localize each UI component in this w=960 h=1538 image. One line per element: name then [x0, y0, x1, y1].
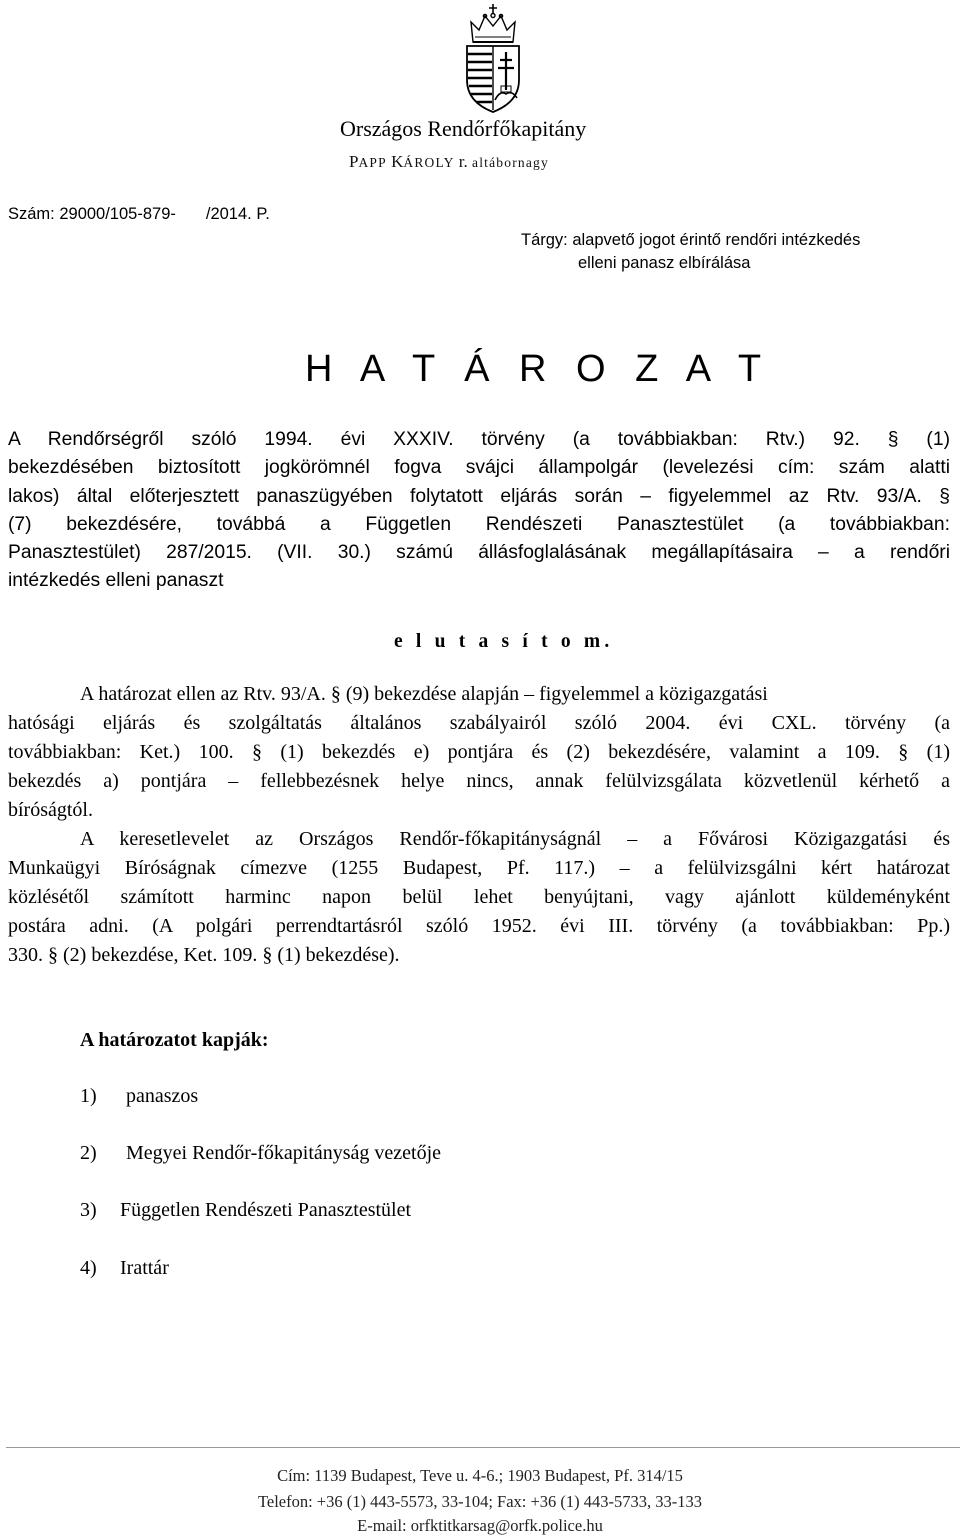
reasoning-line: bekezdés a) pontjára – fellebbezésnek helye nincs, annak felülvizsgálata közvetlenül kérhető a: [8, 770, 950, 792]
recipient-item: [80, 1199, 411, 1222]
rank-abbr: r.: [458, 152, 468, 171]
name-initial-k: K: [391, 152, 404, 171]
case-number-right: /2014. P.: [205, 205, 270, 223]
reasoning-paragraph: [8, 680, 950, 970]
recipient-number: 1): [80, 1085, 97, 1107]
decision-line: intézkedés elleni panaszt: [8, 570, 224, 592]
reasoning-line: postára adni. (A polgári perrendtartásról szóló 1952. évi III. törvény (a továbbiakban: Pp.): [8, 915, 950, 937]
reasoning-line: hatósági eljárás és szolgáltatás általános szabályairól szóló 2004. évi CXL. törvény (a: [8, 712, 950, 734]
verdict: e l u t a s í t o m.: [394, 631, 614, 652]
recipients-title: A határozatot kapják:: [80, 1029, 269, 1051]
issuer-title: Országos Rendőrfőkapitány: [340, 116, 587, 141]
recipient-item: [80, 1085, 198, 1108]
decision-line: A Rendőrségről szóló 1994. évi XXXIV. törvény (a továbbiakban: Rtv.) 92. § (1): [8, 429, 950, 450]
name-initial-p: P: [349, 152, 359, 171]
recipient-item: [80, 1142, 441, 1165]
case-number: [8, 205, 270, 224]
footer-email[interactable]: E-mail: orfktitkarsag@orfk.police.hu: [357, 1516, 603, 1535]
decision-line: (7) bekezdésére, továbbá a Független Rendészeti Panasztestület (a továbbiakban:: [8, 513, 950, 535]
subject-line-2: elleni panasz elbírálása: [578, 254, 751, 272]
issuer-name: [349, 152, 549, 172]
recipient-number: 2): [80, 1142, 97, 1164]
decision-line: Panasztestület) 287/2015. (VII. 30.) számú állásfoglalásának megállapításaira – a rendőri: [8, 542, 950, 564]
reasoning-line: 330. § (2) bekezdése, Ket. 109. § (1) bekezdése).: [8, 944, 400, 966]
case-number-left: Szám: 29000/105-879-: [8, 205, 176, 223]
decision-line: lakos) által előterjesztett panaszügyében folytatott eljárás során – figyelemmel az Rtv. 93/A. §: [8, 485, 950, 507]
recipient-label: panaszos: [126, 1085, 199, 1107]
name-rest-karoly: ÁROLY: [403, 155, 455, 170]
decision-line: bekezdésében biztosított jogkörömnél fogva svájci állampolgár (levelezési cím: szám alatti: [8, 457, 950, 479]
recipient-number: 3): [80, 1199, 97, 1221]
recipient-number: 4): [80, 1257, 97, 1279]
document-title: H A T Á R O Z A T: [305, 348, 771, 390]
reasoning-line: A keresetlevelet az Országos Rendőr-főkapitányságnál – a Fővárosi Közigazgatási és: [80, 828, 950, 850]
footer-divider: [6, 1447, 960, 1448]
subject-line-1: Tárgy: alapvető jogot érintő rendőri intézkedés: [521, 231, 861, 249]
footer-address: Cím: 1139 Budapest, Teve u. 4-6.; 1903 Budapest, Pf. 314/15: [277, 1466, 683, 1485]
reasoning-line: Munkaügyi Bíróságnak címezve (1255 Budapest, Pf. 117.) – a felülvizsgálni kért határozat: [8, 857, 950, 879]
reasoning-line: közlésétől számított harminc napon belül lehet benyújtani, vagy ajánlott küldeményként: [8, 886, 950, 908]
reasoning-line: bíróságtól.: [8, 799, 93, 821]
name-rest-papp: APP: [358, 155, 387, 170]
footer-phone: Telefon: +36 (1) 443-5573, 33-104; Fax: +36 (1) 443-5733, 33-133: [257, 1492, 703, 1511]
coat-of-arms-icon: [459, 2, 527, 114]
reasoning-line: A határozat ellen az Rtv. 93/A. § (9) bekezdése alapján – figyelemmel a közigazgatási: [80, 683, 768, 705]
rank: altábornagy: [472, 155, 549, 170]
recipient-item: [80, 1257, 169, 1280]
recipient-label: Irattár: [120, 1257, 169, 1279]
reasoning-line: továbbiakban: Ket.) 100. § (1) bekezdés e) pontjára és (2) bekezdésére, valamint a 109. § (1): [8, 741, 950, 763]
recipient-label: Megyei Rendőr-főkapitányság vezetője: [126, 1142, 442, 1164]
recipient-label: Független Rendészeti Panasztestület: [120, 1199, 412, 1221]
decision-paragraph: [8, 426, 950, 596]
